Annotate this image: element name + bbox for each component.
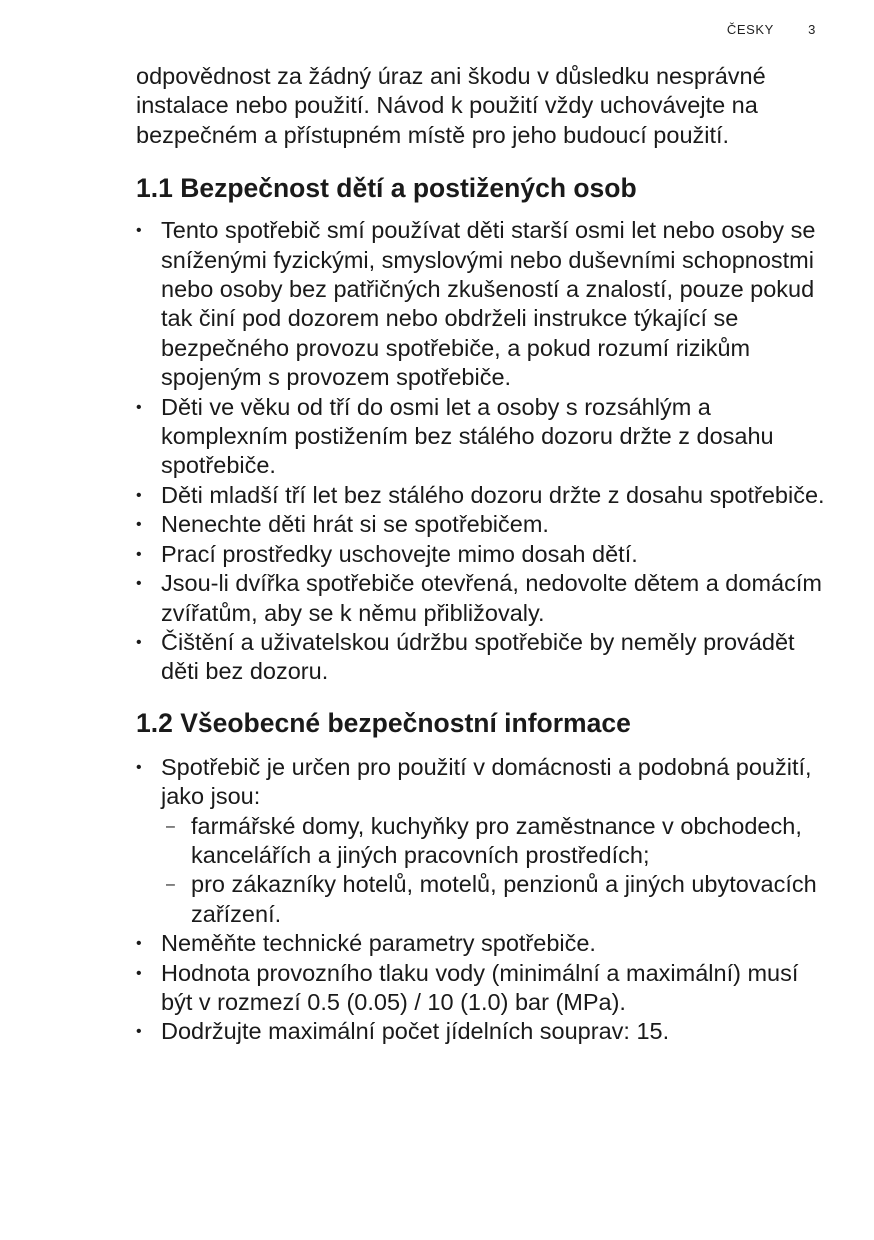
- list-item: • Neměňte technické parametry spotřebiče.: [136, 929, 826, 958]
- general-safety-list: [136, 753, 826, 1047]
- page-header: [727, 22, 816, 37]
- list-item: • Jsou-li dvířka spotřebiče otevřená, nedovolte dětem a domácím zvířatům, aby se k němu přibližovaly.: [136, 569, 826, 628]
- child-safety-list: [136, 216, 826, 687]
- list-item: • Čištění a uživatelskou údržbu spotřebiče by neměly provádět děti bez dozoru.: [136, 628, 826, 687]
- list-item: • Prací prostředky uschovejte mimo dosah dětí.: [136, 540, 826, 569]
- section-heading-general-safety: 1.2 Všeobecné bezpečnostní informace: [136, 707, 631, 738]
- sublist-item: – pro zákazníky hotelů, motelů, penzionů a jiných ubytovacích zařízení.: [161, 870, 826, 929]
- list-item: • Děti ve věku od tří do osmi let a osoby s rozsáhlým a komplexním postižením bez stálého dozoru držte z dosahu spotřebiče.: [136, 393, 826, 481]
- list-item: • Hodnota provozního tlaku vody (minimální a maximální) musí být v rozmezí 0.5 (0.05) / 10 (1.0) bar (MPa).: [136, 959, 826, 1018]
- usage-sublist: [161, 812, 826, 930]
- page-content: [136, 62, 826, 1047]
- list-item: • Děti mladší tří let bez stálého dozoru držte z dosahu spotřebiče.: [136, 481, 826, 510]
- page-number: 3: [808, 22, 816, 37]
- list-item: [136, 753, 826, 929]
- section-heading-child-safety: 1.1 Bezpečnost dětí a postižených osob: [136, 173, 637, 204]
- list-item: • Dodržujte maximální počet jídelních souprav: 15.: [136, 1017, 826, 1046]
- intro-paragraph: odpovědnost za žádný úraz ani škodu v důsledku nesprávné instalace nebo použití. Návod k použití vždy uchovávejte na bezpečném a přístupném místě pro jeho budoucí použití.: [136, 63, 766, 148]
- list-item: • Nenechte děti hrát si se spotřebičem.: [136, 510, 826, 539]
- list-item-text: Spotřebič je určen pro použití v domácnosti a podobná použití, jako jsou:: [161, 753, 812, 810]
- language-label: ČESKY: [726, 22, 774, 37]
- list-item: • Tento spotřebič smí používat děti starší osmi let nebo osoby se sníženými fyzickými, smyslovými nebo duševními schopnostmi nebo osoby bez patřičných zkušeností a znalostí, pouze pokud tak činí pod dozorem nebo obdrželi instrukce týkající se bezpečného provozu spotřebiče, a pokud rozumí rizikům spojeným s provozem spotřebiče.: [136, 216, 826, 392]
- sublist-item: – farmářské domy, kuchyňky pro zaměstnance v obchodech, kancelářích a jiných pracovních prostředích;: [161, 812, 826, 871]
